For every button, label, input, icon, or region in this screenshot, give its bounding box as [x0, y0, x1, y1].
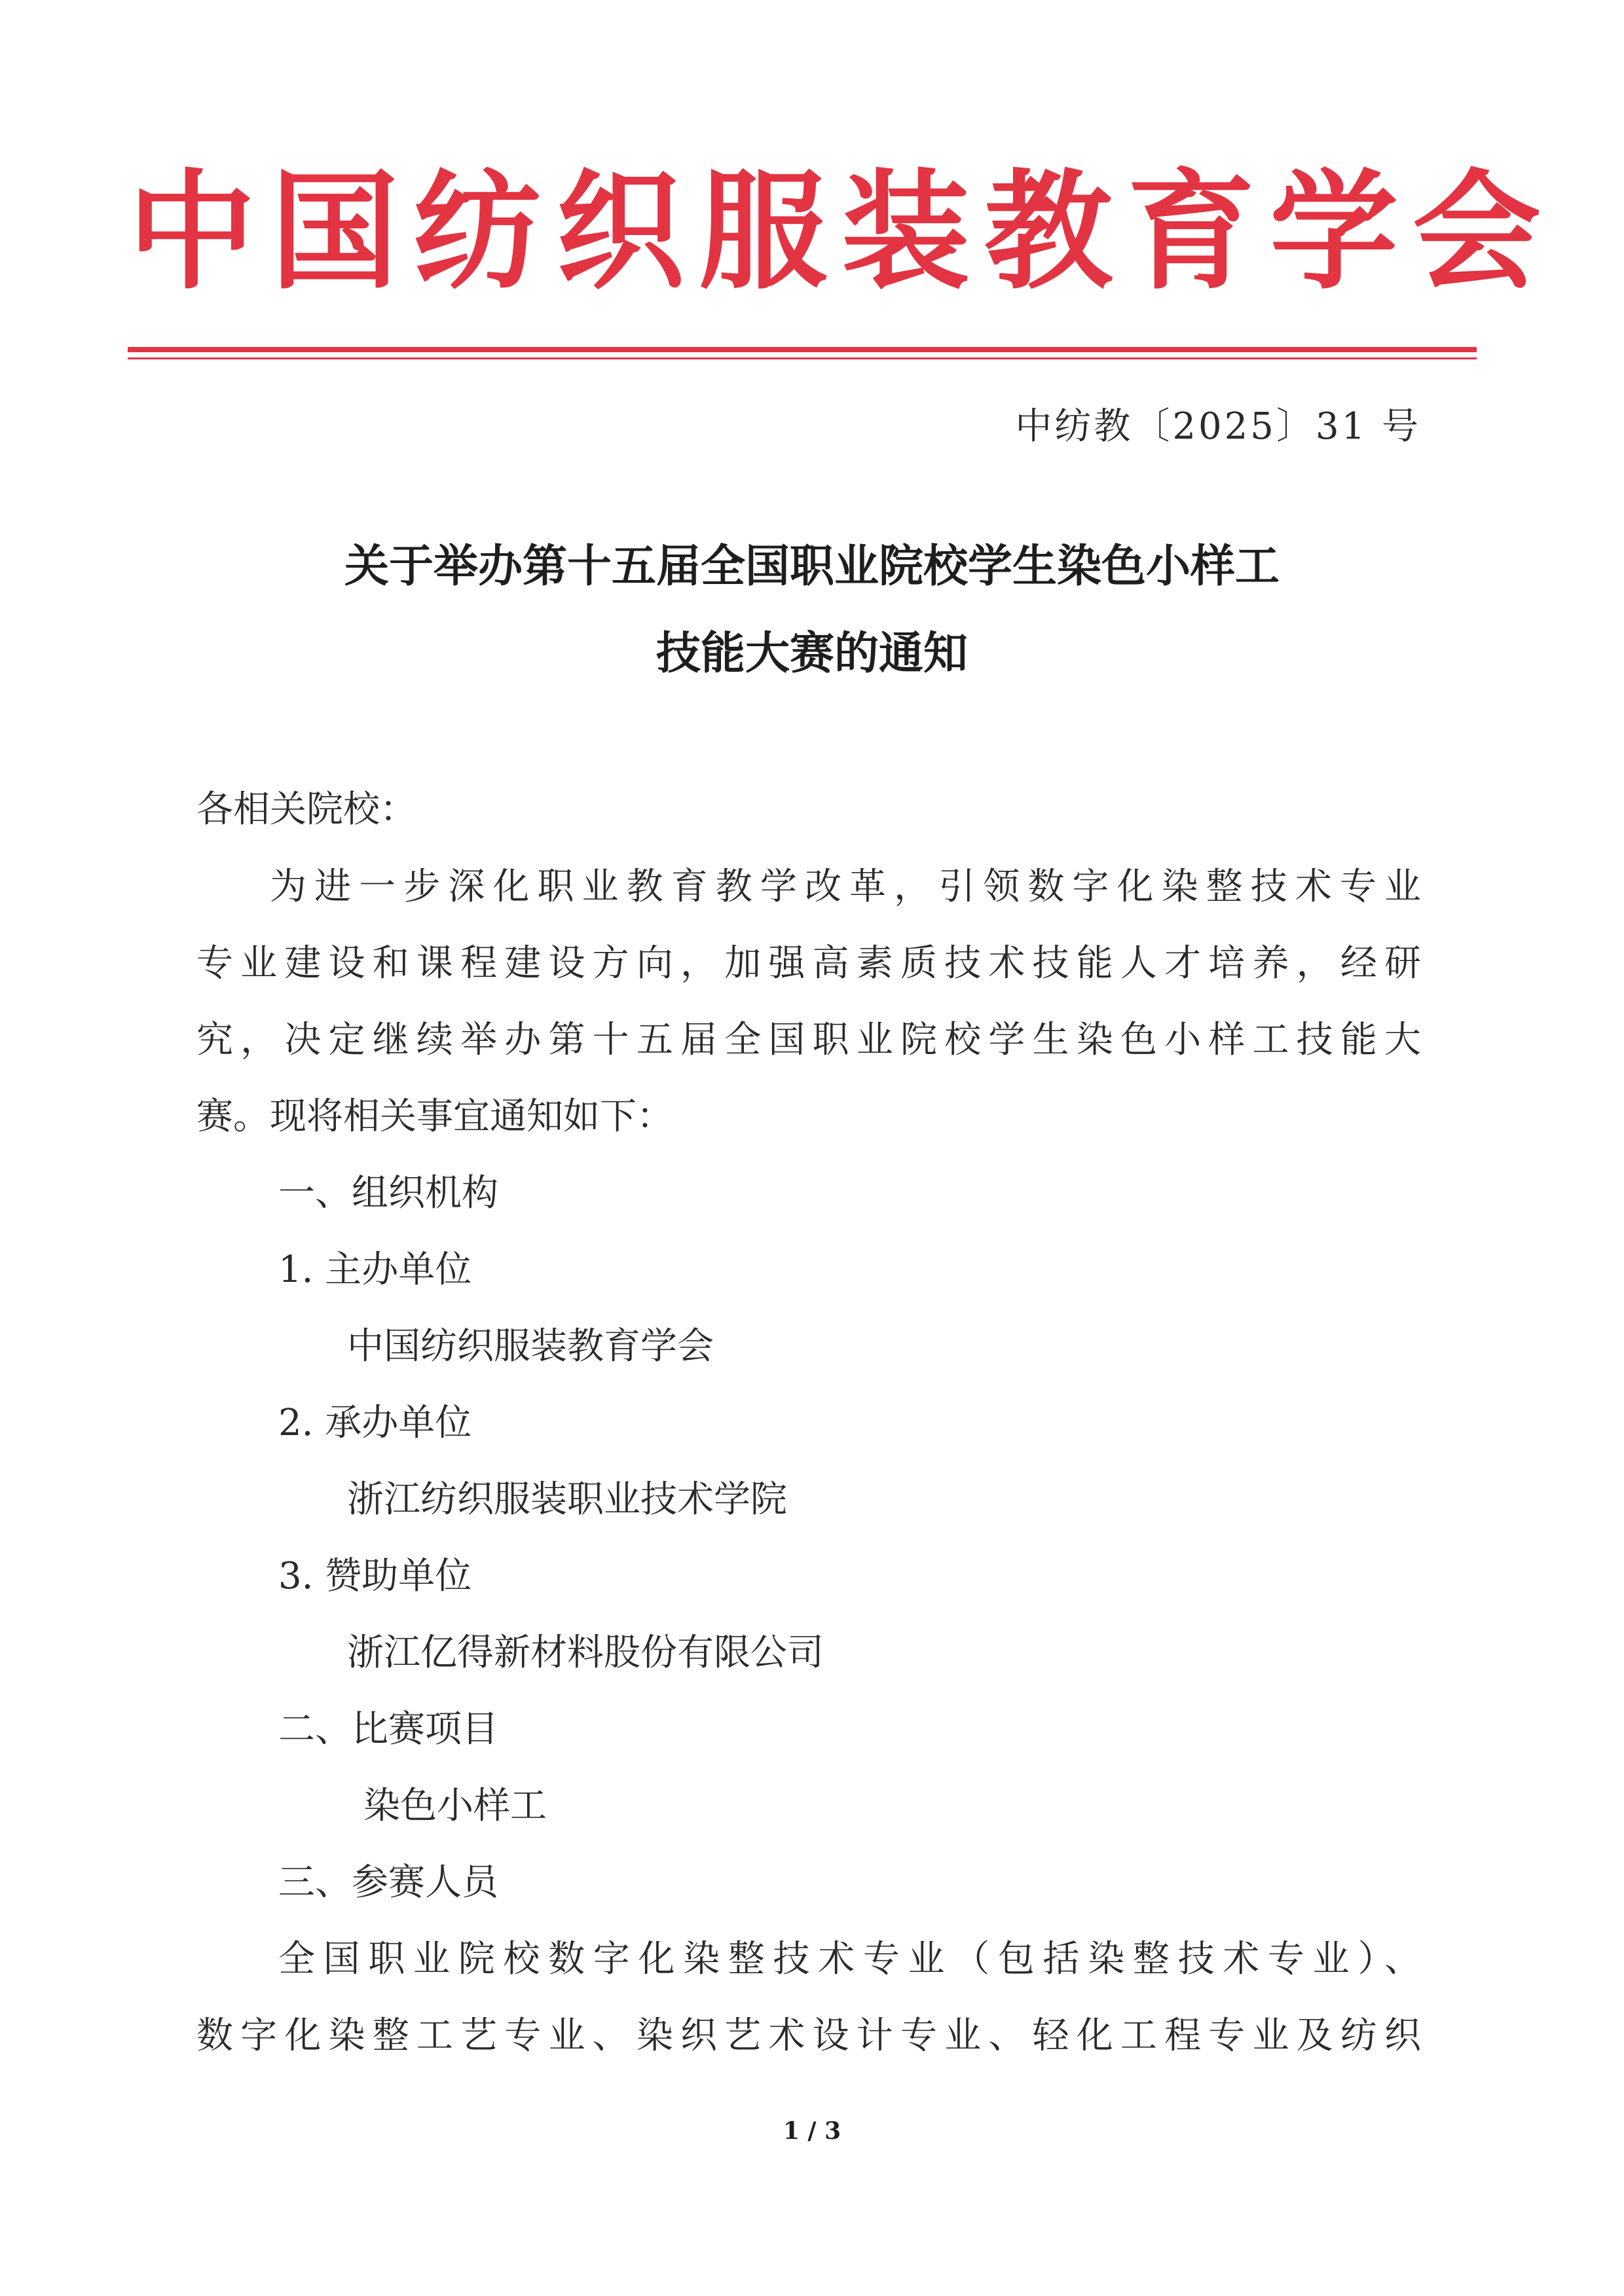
- masthead-rule-thick: [128, 347, 1477, 352]
- item-value-sponsor: 浙江亿得新材料股份有限公司: [347, 1631, 824, 1674]
- intro-line: 专业建设和课程建设方向，加强高素质技术技能人才培养，经研: [196, 942, 1421, 985]
- org-masthead: 中国纺织服装教育学会: [128, 158, 1556, 307]
- item-label-sponsor: 3. 赞助单位: [278, 1555, 472, 1597]
- document-title-line2: 技能大赛的通知: [655, 627, 968, 680]
- salutation: 各相关院校：: [196, 788, 416, 831]
- document-number: 中纺教〔2025〕31 号: [1015, 405, 1421, 448]
- item-label-organizer: 2. 承办单位: [278, 1402, 472, 1444]
- section-heading-event: 二、比赛项目: [278, 1708, 498, 1751]
- section-heading-participants: 三、参赛人员: [278, 1861, 498, 1904]
- participants-line: 数字化染整工艺专业、染织艺术设计专业、轻化工程专业及纺织: [196, 2014, 1421, 2057]
- event-value: 染色小样工: [363, 1785, 547, 1827]
- item-value-organizer: 浙江纺织服装职业技术学院: [347, 1478, 787, 1521]
- intro-line: 究，决定继续举办第十五届全国职业院校学生染色小样工技能大: [196, 1019, 1421, 1061]
- page-indicator: 1 / 3: [783, 2117, 841, 2145]
- document-title-line1: 关于举办第十五届全国职业院校学生染色小样工: [344, 540, 1280, 592]
- section-heading-organization: 一、组织机构: [278, 1172, 498, 1214]
- masthead-rule-thin: [128, 357, 1477, 359]
- item-value-host: 中国纺织服装教育学会: [347, 1325, 714, 1368]
- intro-line: 为进一步深化职业教育教学改革，引领数字化染整技术专业: [270, 866, 1421, 908]
- participants-line: 全国职业院校数字化染整技术专业（包括染整技术专业）、: [278, 1938, 1421, 1980]
- intro-line: 赛。现将相关事宜通知如下：: [196, 1095, 673, 1138]
- item-label-host: 1. 主办单位: [278, 1248, 472, 1291]
